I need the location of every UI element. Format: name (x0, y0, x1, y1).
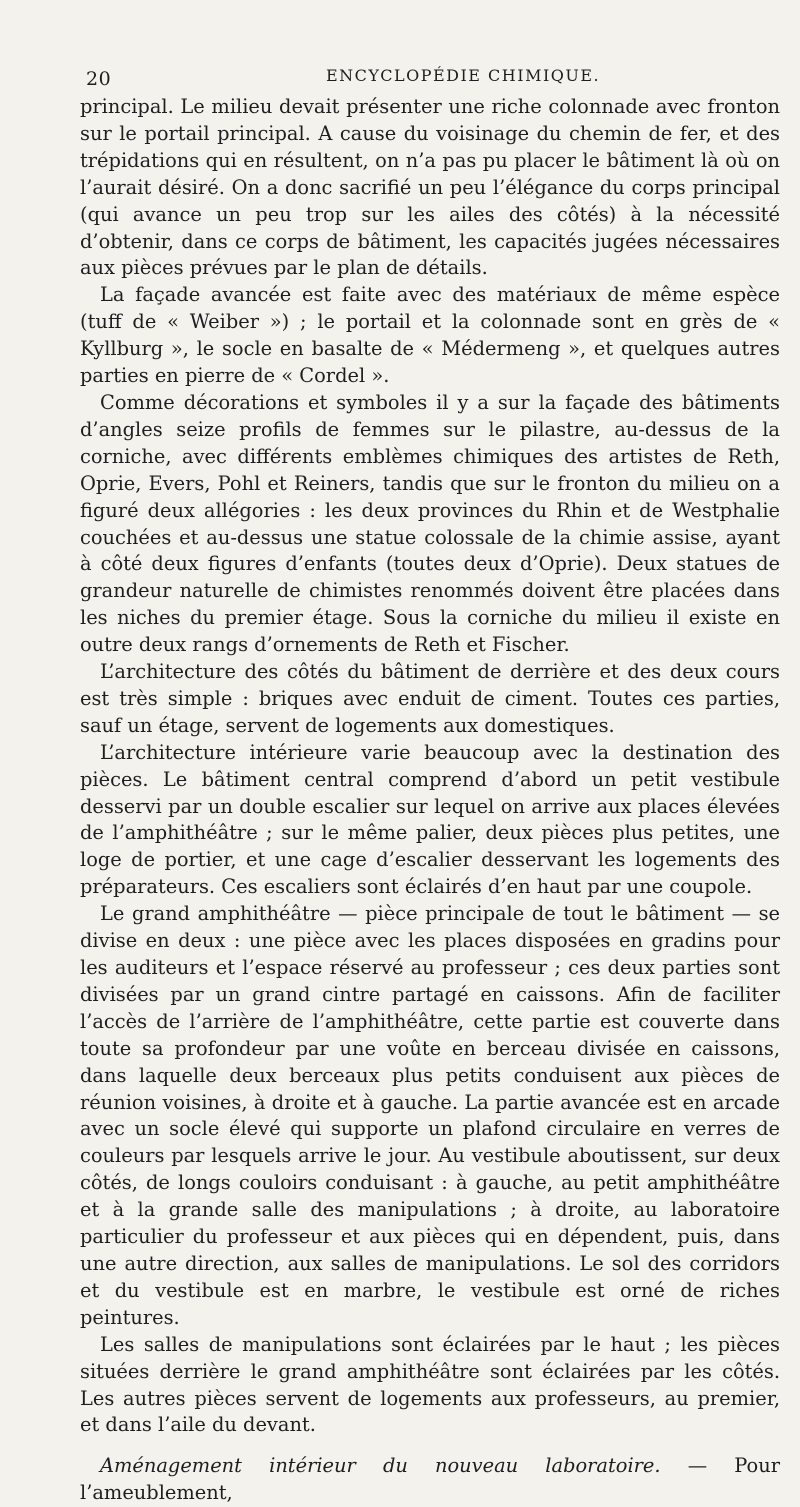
section-text: — Pour l’ameublement, (80, 1454, 780, 1505)
section-heading: Aménagement intérieur du nouveau laboratoire. (100, 1454, 661, 1478)
paragraph: Le grand amphithéâtre — pièce principale de tout le bâtiment — se divise en deux : une pièce avec les places disposées en gradins pour les auditeurs et l’espace réservé au professeur ; ces deux parties sont divisées par un grand cintre partagé en caissons. Afin de faciliter l’accès de l’arrière de l’amphithéâtre, cette partie est couverte dans toute sa profondeur par une voûte en berceau divisée en caissons, dans laquelle deux berceaux plus petits conduisent aux pièces de réunion voisines, à droite et à gauche. La partie avancée est en arcade avec un socle élevé qui supporte un plafond circulaire en verres de couleurs par lesquels arrive le jour. Au vestibule aboutissent, sur deux côtés, de longs couloirs conduisant : à gauche, au petit amphithéâtre et à la grande salle des manipulations ; à droite, au laboratoire particulier du professeur et aux pièces qui en dépendent, puis, dans une autre direction, aux salles de manipulations. Le sol des corridors et du vestibule est en marbre, le vestibule est orné de riches peintures. (80, 902, 780, 1329)
paragraph: L’architecture intérieure varie beaucoup avec la destination des pièces. Le bâtiment central comprend d’abord un petit vestibule desservi par un double escalier sur lequel on arrive aux places élevées de l’amphithéâtre ; sur le même palier, deux pièces plus petites, une loge de portier, et une cage d’escalier desservant les logements des préparateurs. Ces escaliers sont éclairés d’en haut par une coupole. (80, 740, 780, 899)
page-number: 20 (86, 68, 112, 90)
paragraph: Les salles de manipulations sont éclairées par le haut ; les pièces situées derrière le grand amphithéâtre sont éclairées par les côtés. Les autres pièces servent de logements aux professeurs, au premier, et dans l’aile du devant. (80, 1332, 780, 1437)
page-header (86, 60, 772, 90)
body-text (80, 94, 780, 1507)
paragraph: Comme décorations et symboles il y a sur la façade des bâtiments d’angles seize profils de femmes sur le pilastre, au-dessus de la corniche, avec différents emblèmes chimiques des artistes de Reth, Oprie, Evers, Pohl et Reiners, tandis que sur le fronton du milieu on a figuré deux allégories : les deux provinces du Rhin et de Westphalie couchées et au-dessus une statue colossale de la chimie assise, ayant à côté deux figures d’enfants (toutes deux d’Oprie). Deux statues de grandeur naturelle de chimistes renommés doivent être placées dans les niches du premier étage. Sous la corniche du milieu il existe en outre deux rangs d’ornements de Reth et Fischer. (80, 390, 780, 657)
paragraph: La façade avancée est faite avec des matériaux de même espèce (tuff de « Weiber ») ; le portail et la colonnade sont en grès de « Kyllburg », le socle en basalte de « Médermeng », et quelques autres parties en pierre de « Cordel ». (80, 283, 780, 388)
running-title: ENCYCLOPÉDIE CHIMIQUE. (326, 66, 601, 85)
section-start-paragraph (80, 1453, 780, 1507)
paragraph: L’architecture des côtés du bâtiment de derrière et des deux cours est très simple : briques avec enduit de ciment. Toutes ces parties, sauf un étage, servent de logements aux domestiques. (80, 660, 780, 737)
paragraph: principal. Le milieu devait présenter une riche colonnade avec fronton sur le portail principal. A cause du voisinage du chemin de fer, et des trépidations qui en résultent, on n’a pas pu placer le bâtiment là où on l’aurait désiré. On a donc sacrifié un peu l’élégance du corps principal (qui avance un peu trop sur les ailes des côtés) à la nécessité d’obtenir, dans ce corps de bâtiment, les capacités jugées nécessaires aux pièces prévues par le plan de détails. (80, 95, 780, 280)
